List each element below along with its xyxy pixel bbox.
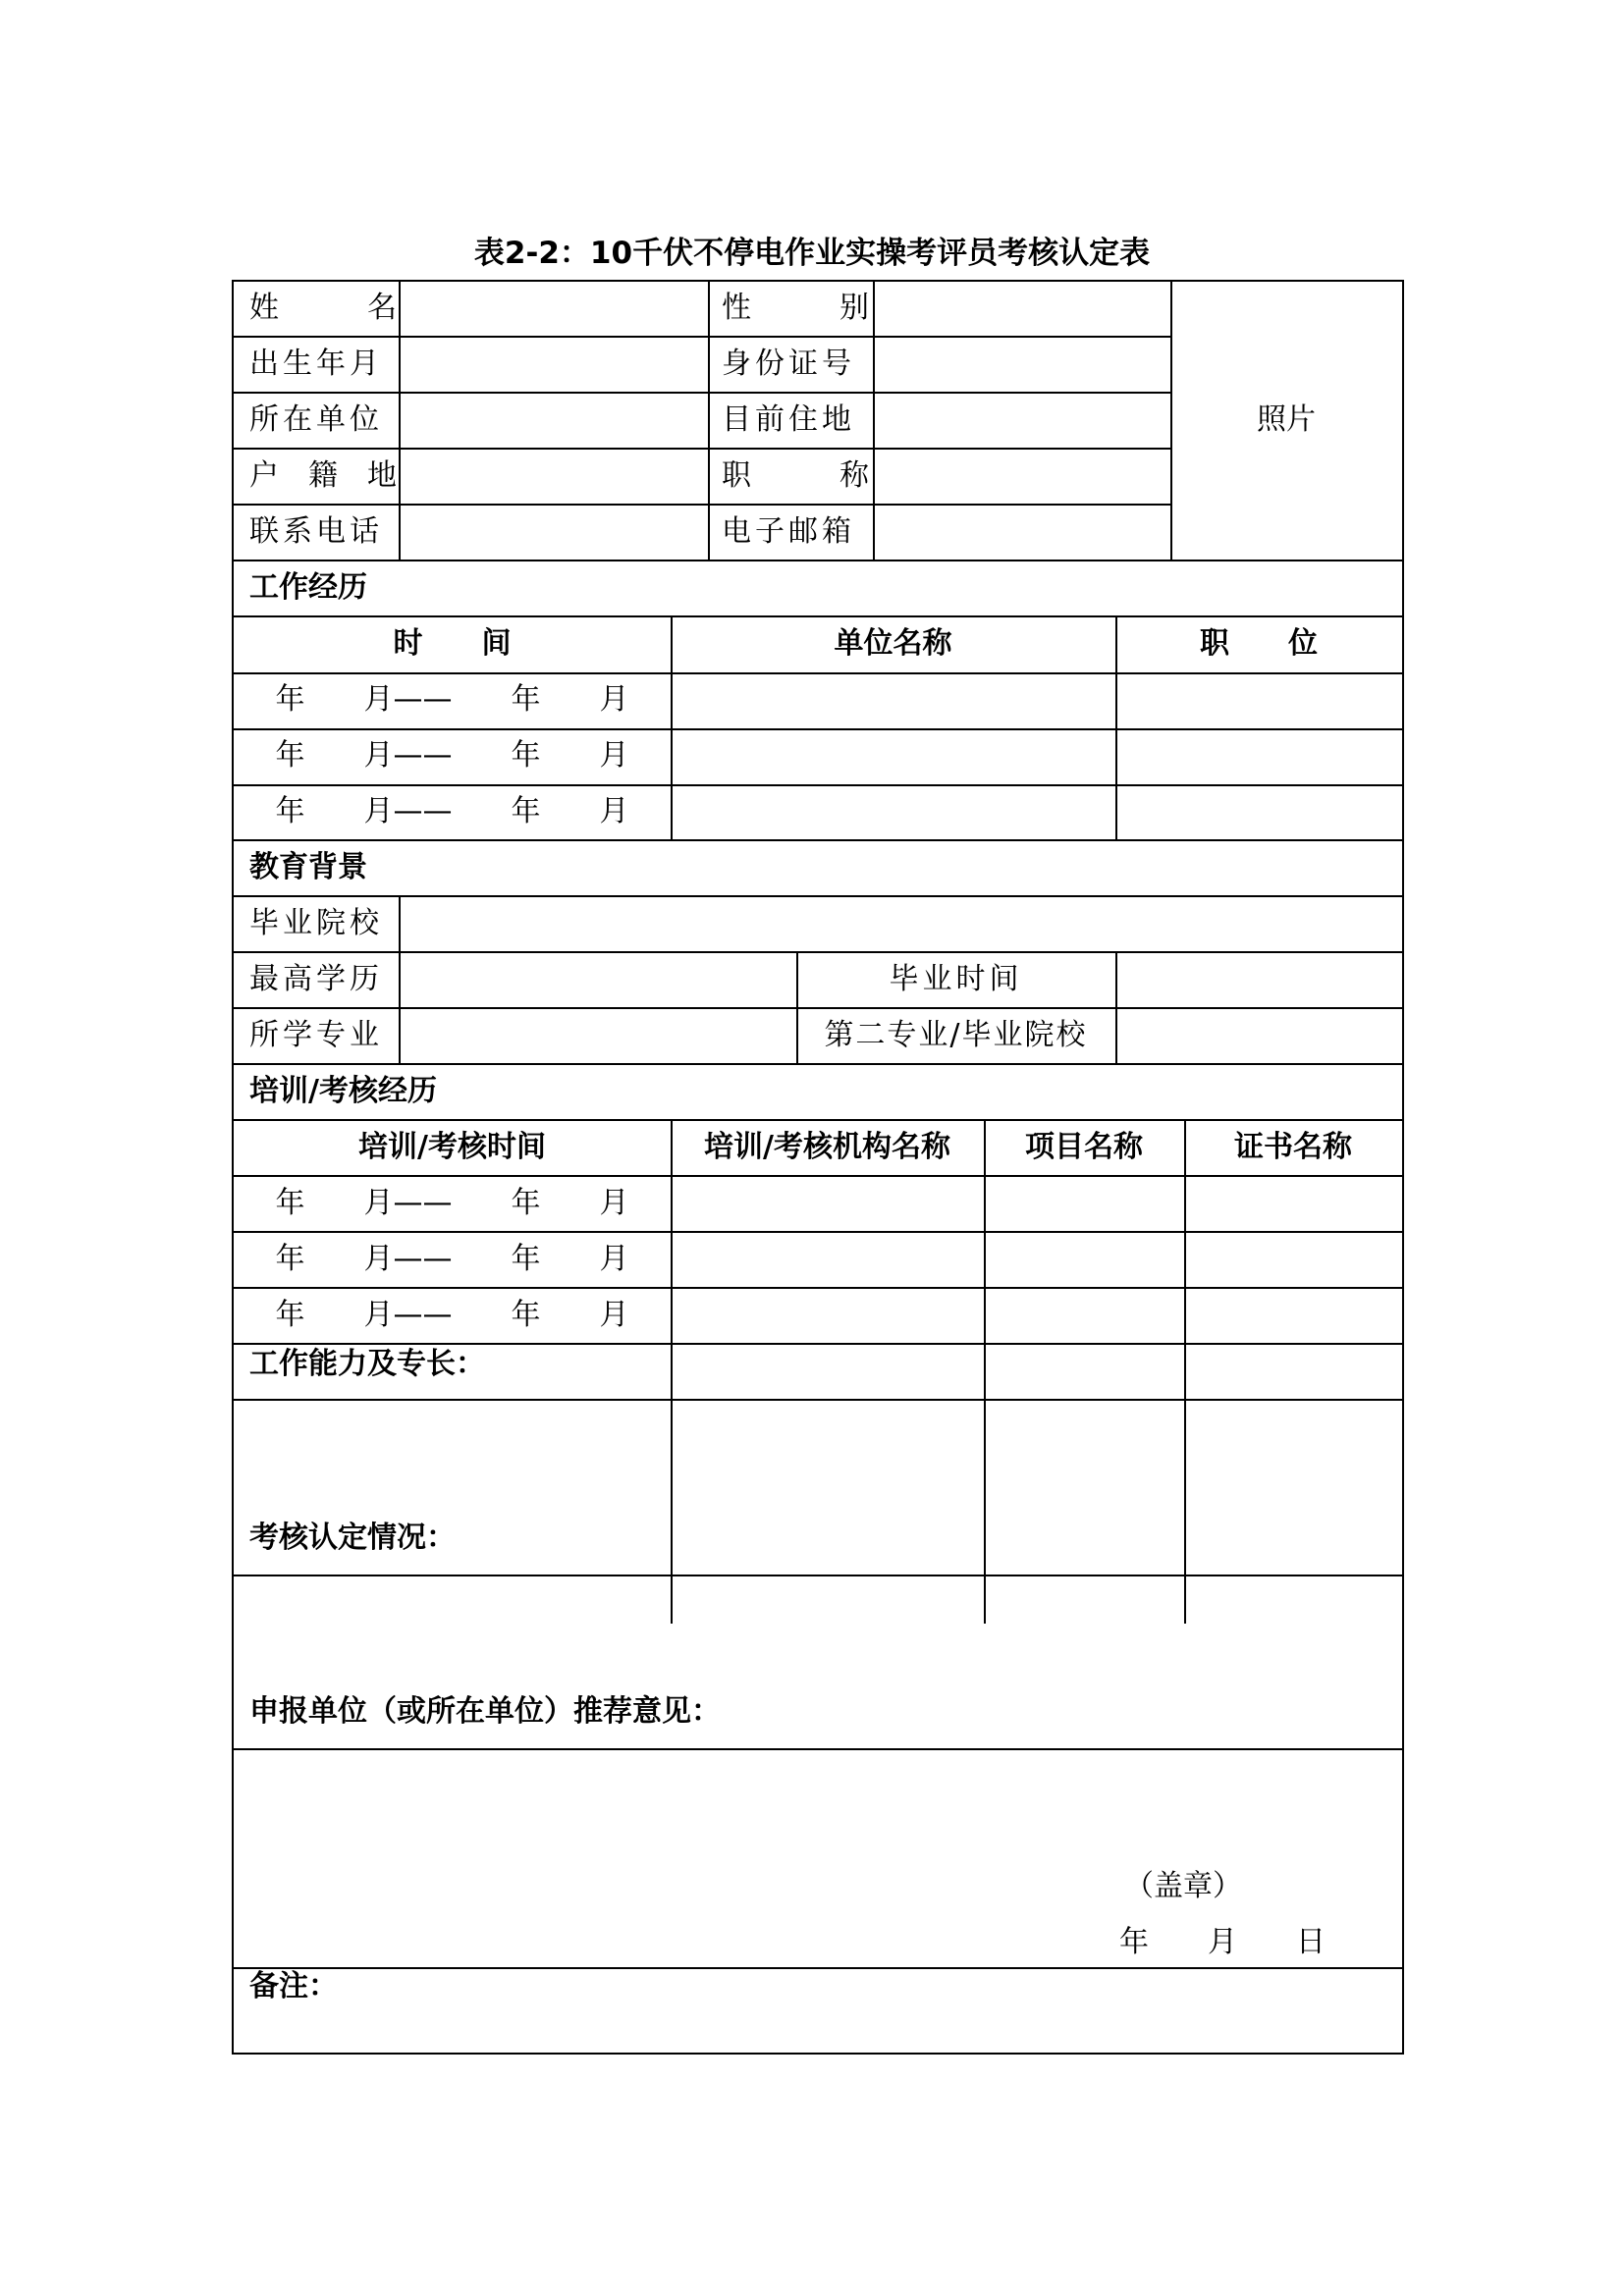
label-id-number: 身份证号 [722, 347, 855, 381]
label-residence: 目前住地 [722, 402, 855, 437]
rule [399, 282, 401, 560]
rule [873, 282, 875, 560]
col-unit-name: 单位名称 [834, 626, 952, 661]
rule [671, 1119, 673, 1624]
label-remarks: 备注： [249, 1969, 338, 2003]
section-heading-education: 教育背景 [249, 850, 367, 884]
form-title: 表2-2：10千伏不停电作业实操考评员考核认定表 [473, 236, 1151, 271]
col-certificate-name: 证书名称 [1234, 1130, 1352, 1164]
label-email: 电子邮箱 [722, 514, 855, 549]
col-position: 职 位 [1200, 626, 1318, 661]
label-major: 所学专业 [249, 1018, 383, 1052]
work-row-time: 年 月—— 年 月 [275, 738, 629, 773]
col-time: 时 间 [393, 626, 512, 661]
label-name: 姓 名 [249, 291, 397, 325]
label-degree: 最高学历 [249, 962, 383, 996]
work-row-time: 年 月—— 年 月 [275, 794, 629, 828]
section-heading-work: 工作经历 [249, 570, 367, 605]
rule [234, 560, 1402, 561]
photo-placeholder: 照片 [1257, 402, 1316, 437]
training-row-time: 年 月—— 年 月 [275, 1186, 629, 1220]
label-ability: 工作能力及专长： [249, 1347, 485, 1381]
rule [1115, 951, 1117, 1063]
label-unit: 所在单位 [249, 402, 383, 437]
label-recommendation: 申报单位（或所在单位）推荐意见： [249, 1694, 721, 1729]
rule [984, 1119, 986, 1624]
rule [234, 895, 1402, 897]
rule [234, 1399, 1402, 1401]
label-second-major: 第二专业/毕业院校 [824, 1018, 1088, 1052]
label-gender: 性 别 [722, 291, 869, 325]
label-phone: 联系电话 [249, 514, 383, 549]
rule [234, 839, 1402, 841]
rule [708, 282, 710, 560]
section-heading-training: 培训/考核经历 [249, 1074, 437, 1108]
work-row-time: 年 月—— 年 月 [275, 682, 629, 717]
col-training-org: 培训/考核机构名称 [704, 1130, 950, 1164]
col-project-name: 项目名称 [1025, 1130, 1143, 1164]
training-row-time: 年 月—— 年 月 [275, 1298, 629, 1332]
rule [234, 1575, 1402, 1576]
label-birth: 出生年月 [249, 347, 383, 381]
seal-note: （盖章） [1124, 1869, 1242, 1903]
label-graduation-time: 毕业时间 [889, 962, 1023, 996]
rule [234, 1748, 1402, 1750]
label-school: 毕业院校 [249, 906, 383, 940]
label-assessment: 考核认定情况： [249, 1521, 456, 1555]
col-training-time: 培训/考核时间 [358, 1130, 546, 1164]
label-hukou: 户 籍 地 [249, 458, 397, 493]
training-row-time: 年 月—— 年 月 [275, 1242, 629, 1276]
rule [1184, 1119, 1186, 1624]
label-job-title: 职 称 [722, 458, 869, 493]
signature-date: 年 月 日 [1119, 1925, 1326, 1959]
rule [399, 895, 401, 1063]
